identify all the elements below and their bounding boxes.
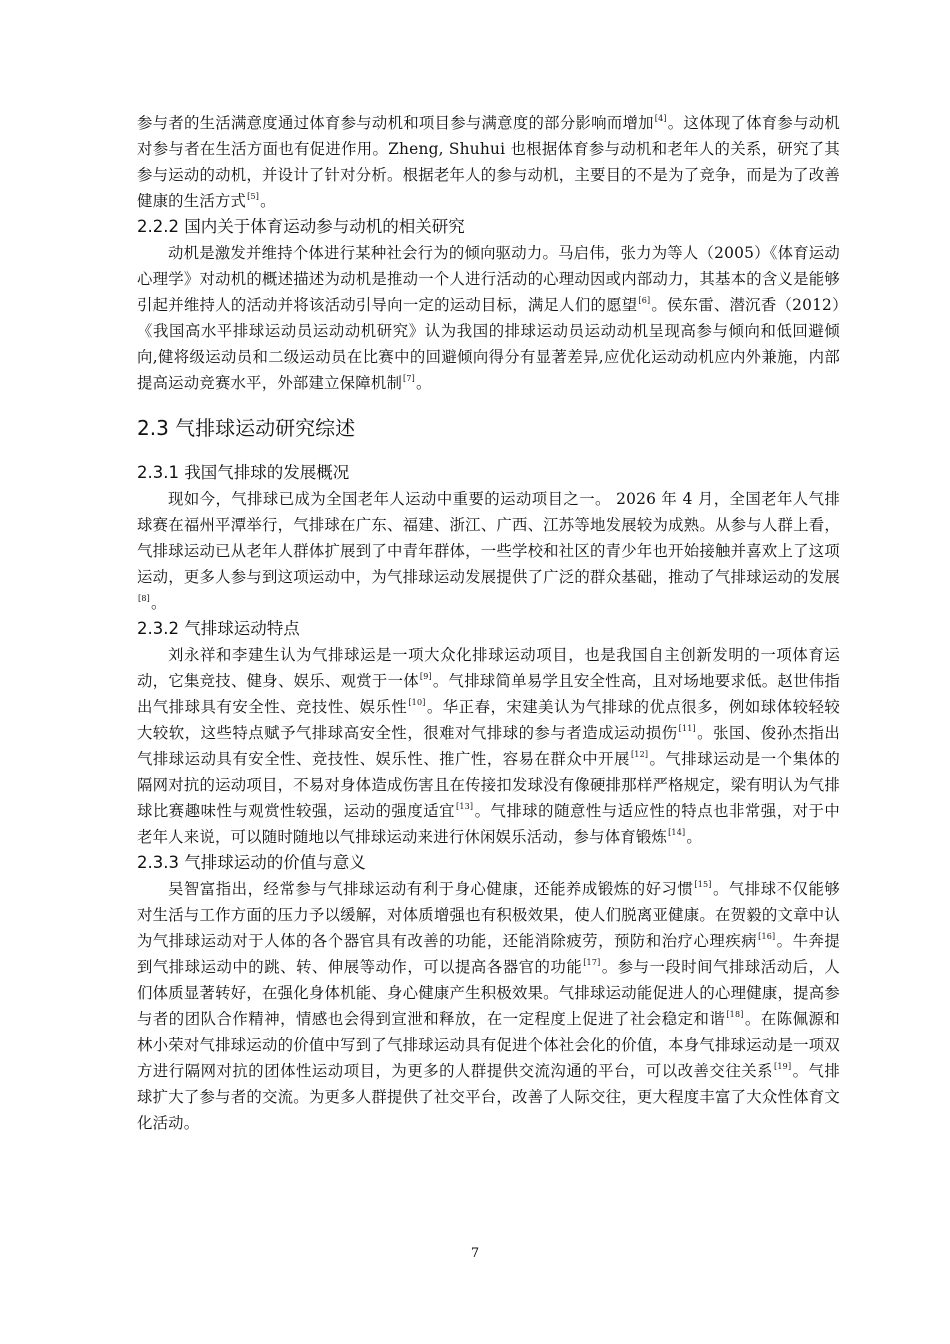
page-body (137, 110, 840, 1136)
heading-2-3: 2.3 气排球运动研究综述 (137, 416, 356, 440)
heading-2-2-2: 2.2.2 国内关于体育运动参与动机的相关研究 (137, 217, 465, 236)
citation-17: [17] (583, 958, 601, 967)
citation-8: [8] (138, 594, 150, 603)
citation-10: [10] (408, 698, 426, 707)
citation-4: [4] (654, 114, 667, 123)
paragraph-value-significance: 吴智富指出，经常参与气排球运动有利于身心健康，还能养成锻炼的好习惯[15]。气排球不仅能够对生活与工作方面的压力予以缓解，对体质增强也有积极效果，使人们脱离亚健康。在贺毅的文章中认为气排球运动对于人体的各个器官具有改善的功能，还能消除疲劳，预防和治疗心理疾病[16]。牛奔提到气排球运动中的跳、转、伸展等动作，可以提高各器官的功能[17]。参与一段时间气排球活动后，人们体质显著转好，在强化身体机能、身心健康产生积极效果。气排球运动能促进人的心理健康，提高参与者的团队合作精神，情感也会得到宣泄和释放，在一定程度上促进了社会稳定和谐[18]。在陈佩源和林小荣对气排球运动的价值中写到了气排球运动具有促进个体社会化的价值，本身气排球运动是一项双方进行隔网对抗的团体性运动项目，为更多的人群提供交流沟通的平台，可以改善交往关系[19]。气排球扩大了参与者的交流。为更多人群提供了社交平台，改善了人际交往，更大程度丰富了大众性体育文化活动。 (137, 880, 841, 1132)
citation-19: [19] (774, 1062, 792, 1071)
citation-12: [12] (630, 750, 649, 759)
page-number: 7 (470, 1246, 480, 1261)
citation-5: [5] (247, 192, 260, 201)
citation-6: [6] (638, 296, 651, 305)
paragraph-characteristics: 刘永祥和李建生认为气排球运是一项大众化排球运动项目，也是我国自主创新发明的一项体育运动，它集竞技、健身、娱乐、观赏于一体[9]。气排球简单易学且安全性高，且对场地要求低。赵世伟指出气排球具有安全性、竞技性、娱乐性[10]。华正春，宋建美认为气排球的优点很多，例如球体较轻较大较软，这些特点赋予气排球高安全性，很难对气排球的参与者造成运动损伤[11]。张国、俊孙杰指出气排球运动具有安全性、竞技性、娱乐性、推广性，容易在群众中开展[12]。气排球运动是一个集体的隔网对抗的运动项目，不易对身体造成伤害且在传接扣发球没有像硬排那样严格规定，梁有明认为气排球比赛趣味性与观赏性较强，运动的强度适宜[13]。气排球的随意性与适应性的特点也非常强，对于中老年人来说，可以随时随地以气排球运动来进行休闲娱乐活动，参与体育锻炼[14]。 (137, 646, 841, 846)
heading-2-3-1: 2.3.1 我国气排球的发展概况 (137, 463, 350, 482)
citation-14: [14] (668, 828, 686, 837)
citation-16: [16] (758, 932, 776, 941)
paragraph-participation-satisfaction: 参与者的生活满意度通过体育参与动机和项目参与满意度的部分影响而增加[4]。这体现了体育参与动机对参与者在生活方面也有促进作用。Zheng, Shuhui 也根据体育参与动机和老年人的关系，研究了其参与运动的动机，并设计了针对分析。根据老年人的参与动机，主要目的不是为了竞争，而是为了改善健康的生活方式[5]。 (137, 114, 840, 210)
citation-11: [11] (678, 724, 696, 733)
citation-9: [9] (419, 672, 432, 681)
paragraph-development-overview: 现如今，气排球已成为全国老年人运动中重要的运动项目之一。 2026 年 4 月，全国老年人气排球赛在福州平潭举行，气排球在广东、福建、浙江、广西、江苏等地发展较为成熟。从参与人群上看，气排球运动已从老年人群体扩展到了中青年群体，一些学校和社区的青少年也开始接触并喜欢上了这项运动，更多人参与到这项运动中，为气排球运动发展提供了广泛的群众基础，推动了气排球运动的发展[8]。 (137, 490, 840, 612)
heading-2-3-3: 2.3.3 气排球运动的价值与意义 (137, 853, 366, 872)
citation-13: [13] (456, 802, 474, 811)
citation-15: [15] (694, 880, 712, 889)
paragraph-motivation-definition: 动机是激发并维持个体进行某种社会行为的倾向驱动力。马启伟，张力为等人（2005）《体育运动心理学》对动机的概述描述为动机是推动一个人进行活动的心理动因或内部动力，其基本的含义是能够引起并维持人的活动并将该活动引导向一定的运动目标，满足人们的愿望[6]。侯东雷、潜沉香（2012）《我国高水平排球运动员运动动机研究》认为我国的排球运动员运动动机呈现高参与倾向和低回避倾向,健将级运动员和二级运动员在比赛中的回避倾向得分有显著差异,应优化运动动机应内外兼施，内部提高运动竞赛水平，外部建立保障机制[7]。 (137, 244, 840, 392)
heading-2-3-2: 2.3.2 气排球运动特点 (137, 619, 300, 638)
citation-7: [7] (403, 374, 415, 383)
citation-18: [18] (726, 1010, 744, 1019)
